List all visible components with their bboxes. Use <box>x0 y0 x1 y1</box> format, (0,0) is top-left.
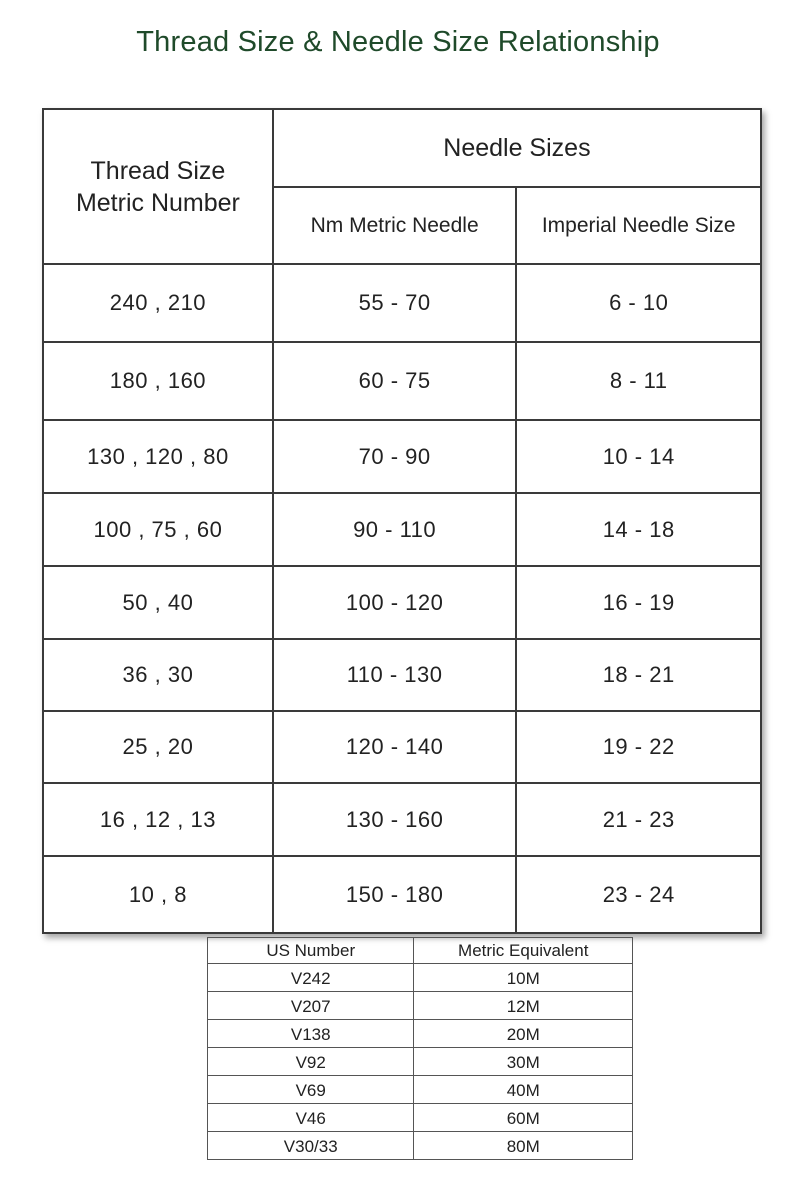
metric-equivalent-cell: 10M <box>414 964 633 992</box>
nm-needle-cell: 130 - 160 <box>273 783 517 856</box>
imperial-needle-cell: 23 - 24 <box>516 856 761 933</box>
thread-size-cell: 16 , 12 , 13 <box>43 783 273 856</box>
nm-needle-cell: 90 - 110 <box>273 493 517 566</box>
thread-size-cell: 130 , 120 , 80 <box>43 420 273 493</box>
nm-needle-cell: 120 - 140 <box>273 711 517 783</box>
us-number-cell: V30/33 <box>208 1132 414 1160</box>
thread-size-cell: 10 , 8 <box>43 856 273 933</box>
imperial-needle-cell: 19 - 22 <box>516 711 761 783</box>
thread-size-cell: 50 , 40 <box>43 566 273 639</box>
table-row <box>208 964 633 992</box>
table-row <box>43 420 761 493</box>
table-row <box>43 566 761 639</box>
imperial-needle-cell: 8 - 11 <box>516 342 761 420</box>
table-row <box>43 493 761 566</box>
thread-size-header-line1: Thread Size <box>90 156 226 185</box>
nm-needle-cell: 70 - 90 <box>273 420 517 493</box>
thread-size-cell: 180 , 160 <box>43 342 273 420</box>
table-row <box>43 264 761 342</box>
metric-equivalent-header: Metric Equivalent <box>414 938 633 964</box>
table-row <box>208 1048 633 1076</box>
thread-size-cell: 36 , 30 <box>43 639 273 711</box>
thread-needle-table <box>42 108 762 934</box>
page-title: Thread Size & Needle Size Relationship <box>136 26 660 58</box>
us-number-cell: V138 <box>208 1020 414 1048</box>
nm-metric-needle-header: Nm Metric Needle <box>273 187 517 264</box>
table-row <box>208 992 633 1020</box>
us-number-cell: V242 <box>208 964 414 992</box>
table-row <box>43 711 761 783</box>
us-number-cell: V46 <box>208 1104 414 1132</box>
table-row <box>208 1132 633 1160</box>
thread-size-cell: 100 , 75 , 60 <box>43 493 273 566</box>
imperial-needle-cell: 10 - 14 <box>516 420 761 493</box>
thread-size-header <box>43 109 273 264</box>
table-row <box>43 639 761 711</box>
thread-size-header-line2: Metric Number <box>75 188 240 217</box>
table-row <box>43 783 761 856</box>
imperial-needle-cell: 14 - 18 <box>516 493 761 566</box>
table-row <box>208 1020 633 1048</box>
thread-size-cell: 240 , 210 <box>43 264 273 342</box>
imperial-needle-cell: 6 - 10 <box>516 264 761 342</box>
imperial-needle-cell: 16 - 19 <box>516 566 761 639</box>
table-row <box>208 1076 633 1104</box>
us-number-cell: V207 <box>208 992 414 1020</box>
nm-needle-cell: 100 - 120 <box>273 566 517 639</box>
nm-needle-cell: 60 - 75 <box>273 342 517 420</box>
metric-equivalent-cell: 30M <box>414 1048 633 1076</box>
us-metric-equivalent-table <box>207 937 633 1160</box>
metric-equivalent-cell: 60M <box>414 1104 633 1132</box>
metric-equivalent-cell: 40M <box>414 1076 633 1104</box>
imperial-needle-cell: 18 - 21 <box>516 639 761 711</box>
table-row <box>43 342 761 420</box>
nm-needle-cell: 110 - 130 <box>273 639 517 711</box>
metric-equivalent-cell: 80M <box>414 1132 633 1160</box>
thread-size-cell: 25 , 20 <box>43 711 273 783</box>
us-number-header: US Number <box>208 938 414 964</box>
needle-sizes-header: Needle Sizes <box>273 109 761 187</box>
nm-needle-cell: 150 - 180 <box>273 856 517 933</box>
metric-equivalent-cell: 12M <box>414 992 633 1020</box>
table-row <box>208 1104 633 1132</box>
metric-equivalent-cell: 20M <box>414 1020 633 1048</box>
nm-needle-cell: 55 - 70 <box>273 264 517 342</box>
us-number-cell: V92 <box>208 1048 414 1076</box>
us-number-cell: V69 <box>208 1076 414 1104</box>
imperial-needle-cell: 21 - 23 <box>516 783 761 856</box>
imperial-needle-size-header: Imperial Needle Size <box>516 187 761 264</box>
table-row <box>43 856 761 933</box>
